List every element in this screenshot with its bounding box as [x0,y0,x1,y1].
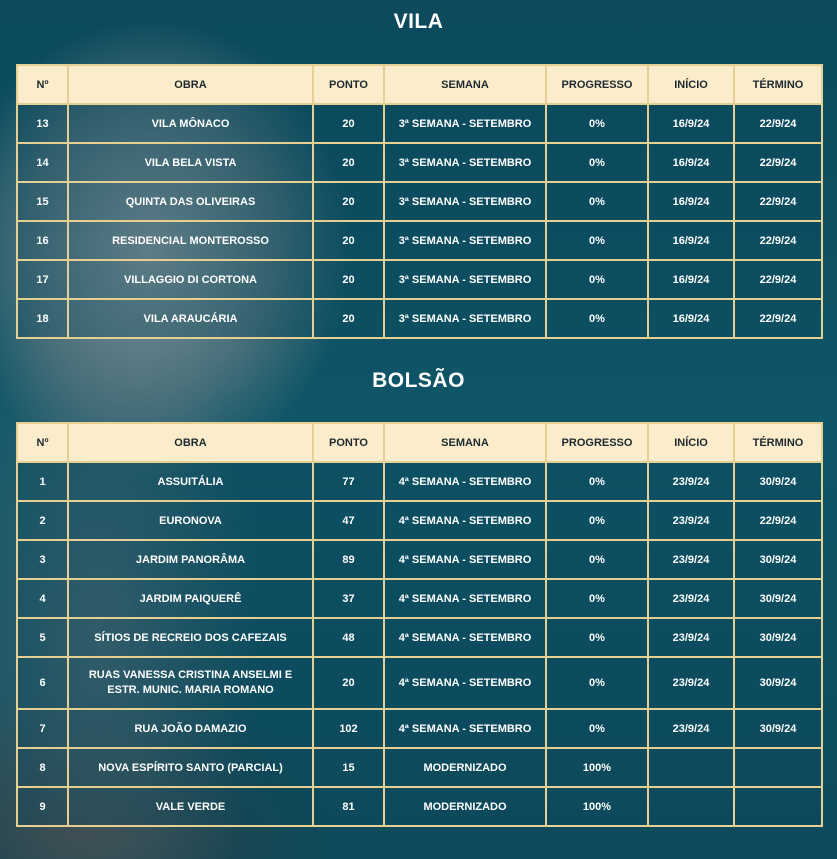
cell-inicio [648,748,734,787]
cell-ponto: 20 [313,143,384,182]
cell-semana: 4ª SEMANA - SETEMBRO [384,618,546,657]
cell-num: 18 [17,299,68,338]
cell-termino: 30/9/24 [734,579,822,618]
cell-inicio: 16/9/24 [648,143,734,182]
cell-num: 5 [17,618,68,657]
cell-num: 7 [17,709,68,748]
table-row [17,748,822,787]
cell-num: 13 [17,104,68,143]
cell-ponto: 20 [313,104,384,143]
cell-termino [734,748,822,787]
cell-num: 8 [17,748,68,787]
cell-semana: MODERNIZADO [384,787,546,826]
table-header-row [17,423,822,462]
cell-num: 3 [17,540,68,579]
cell-semana: 3ª SEMANA - SETEMBRO [384,299,546,338]
header-obra: OBRA [68,423,313,462]
cell-semana: 4ª SEMANA - SETEMBRO [384,501,546,540]
cell-obra: VILA ARAUCÁRIA [68,299,313,338]
cell-obra-line-2: ESTR. MUNIC. MARIA ROMANO [107,684,274,696]
cell-inicio: 16/9/24 [648,182,734,221]
cell-termino [734,787,822,826]
cell-semana: 3ª SEMANA - SETEMBRO [384,143,546,182]
section-title-vila: VILA [393,10,444,33]
table-row [17,221,822,260]
table-row [17,709,822,748]
cell-obra: VILA BELA VISTA [68,143,313,182]
cell-inicio: 16/9/24 [648,299,734,338]
header-num: Nº [17,423,68,462]
table-vila [16,64,823,339]
header-obra: OBRA [68,65,313,104]
cell-obra: VILA MÔNACO [68,104,313,143]
cell-termino: 30/9/24 [734,540,822,579]
header-semana: SEMANA [384,65,546,104]
table-row [17,501,822,540]
cell-ponto: 20 [313,657,384,709]
cell-semana: MODERNIZADO [384,748,546,787]
cell-progresso: 100% [546,787,648,826]
cell-inicio: 23/9/24 [648,501,734,540]
cell-progresso: 0% [546,540,648,579]
cell-progresso: 0% [546,182,648,221]
table-row [17,143,822,182]
cell-progresso: 100% [546,748,648,787]
cell-obra: JARDIM PANORÂMA [68,540,313,579]
cell-num: 14 [17,143,68,182]
cell-semana: 4ª SEMANA - SETEMBRO [384,462,546,501]
table-row [17,462,822,501]
header-termino: TÉRMINO [734,65,822,104]
cell-num: 16 [17,221,68,260]
cell-num: 17 [17,260,68,299]
header-termino: TÉRMINO [734,423,822,462]
cell-termino: 22/9/24 [734,501,822,540]
header-inicio: INÍCIO [648,65,734,104]
table-bolsao [16,422,823,827]
cell-termino: 22/9/24 [734,182,822,221]
table-row [17,260,822,299]
cell-inicio: 23/9/24 [648,657,734,709]
table-row [17,104,822,143]
cell-semana: 4ª SEMANA - SETEMBRO [384,709,546,748]
header-ponto: PONTO [313,423,384,462]
cell-inicio: 16/9/24 [648,221,734,260]
cell-ponto: 77 [313,462,384,501]
table-row [17,579,822,618]
cell-progresso: 0% [546,657,648,709]
cell-inicio: 16/9/24 [648,104,734,143]
cell-ponto: 102 [313,709,384,748]
cell-num: 1 [17,462,68,501]
cell-termino: 22/9/24 [734,104,822,143]
cell-num: 2 [17,501,68,540]
cell-ponto: 48 [313,618,384,657]
cell-inicio: 23/9/24 [648,709,734,748]
cell-obra: VILLAGGIO DI CORTONA [68,260,313,299]
cell-inicio [648,787,734,826]
cell-ponto: 47 [313,501,384,540]
table-row [17,657,822,709]
table-row [17,540,822,579]
cell-termino: 30/9/24 [734,462,822,501]
cell-ponto: 20 [313,299,384,338]
cell-semana: 3ª SEMANA - SETEMBRO [384,182,546,221]
cell-obra-line-1: RUAS VANESSA CRISTINA ANSELMI E [88,669,293,681]
header-num: Nº [17,65,68,104]
table-row [17,182,822,221]
cell-termino: 22/9/24 [734,299,822,338]
cell-obra: QUINTA DAS OLIVEIRAS [68,182,313,221]
cell-inicio: 23/9/24 [648,579,734,618]
cell-ponto: 20 [313,221,384,260]
cell-termino: 30/9/24 [734,657,822,709]
cell-inicio: 23/9/24 [648,462,734,501]
cell-progresso: 0% [546,104,648,143]
cell-obra: RUA JOÃO DAMAZIO [68,709,313,748]
cell-inicio: 23/9/24 [648,540,734,579]
table-row [17,618,822,657]
cell-termino: 22/9/24 [734,143,822,182]
cell-termino: 30/9/24 [734,709,822,748]
header-semana: SEMANA [384,423,546,462]
header-ponto: PONTO [313,65,384,104]
cell-obra: EURONOVA [68,501,313,540]
header-progresso: PROGRESSO [546,65,648,104]
cell-obra: RESIDENCIAL MONTEROSSO [68,221,313,260]
cell-progresso: 0% [546,221,648,260]
cell-progresso: 0% [546,143,648,182]
cell-ponto: 37 [313,579,384,618]
cell-ponto: 20 [313,260,384,299]
cell-inicio: 23/9/24 [648,618,734,657]
cell-progresso: 0% [546,501,648,540]
cell-progresso: 0% [546,462,648,501]
cell-semana: 4ª SEMANA - SETEMBRO [384,657,546,709]
cell-semana: 3ª SEMANA - SETEMBRO [384,221,546,260]
cell-progresso: 0% [546,579,648,618]
cell-semana: 4ª SEMANA - SETEMBRO [384,579,546,618]
cell-termino: 22/9/24 [734,221,822,260]
cell-progresso: 0% [546,260,648,299]
cell-progresso: 0% [546,709,648,748]
cell-obra: SÍTIOS DE RECREIO DOS CAFEZAIS [68,618,313,657]
cell-num: 4 [17,579,68,618]
cell-inicio: 16/9/24 [648,260,734,299]
header-progresso: PROGRESSO [546,423,648,462]
section-title-bolsao: BOLSÃO [372,369,465,392]
cell-semana: 3ª SEMANA - SETEMBRO [384,260,546,299]
cell-obra: VALE VERDE [68,787,313,826]
cell-ponto: 15 [313,748,384,787]
cell-ponto: 89 [313,540,384,579]
cell-progresso: 0% [546,618,648,657]
cell-num: 6 [17,657,68,709]
cell-obra: ASSUITÁLIA [68,462,313,501]
table-row [17,299,822,338]
table-header-row [17,65,822,104]
cell-termino: 30/9/24 [734,618,822,657]
table-row [17,787,822,826]
cell-num: 15 [17,182,68,221]
cell-obra [68,657,313,709]
cell-obra: JARDIM PAIQUERÊ [68,579,313,618]
cell-termino: 22/9/24 [734,260,822,299]
header-inicio: INÍCIO [648,423,734,462]
cell-num: 9 [17,787,68,826]
cell-ponto: 20 [313,182,384,221]
cell-obra: NOVA ESPÍRITO SANTO (PARCIAL) [68,748,313,787]
cell-progresso: 0% [546,299,648,338]
cell-ponto: 81 [313,787,384,826]
cell-semana: 4ª SEMANA - SETEMBRO [384,540,546,579]
cell-semana: 3ª SEMANA - SETEMBRO [384,104,546,143]
